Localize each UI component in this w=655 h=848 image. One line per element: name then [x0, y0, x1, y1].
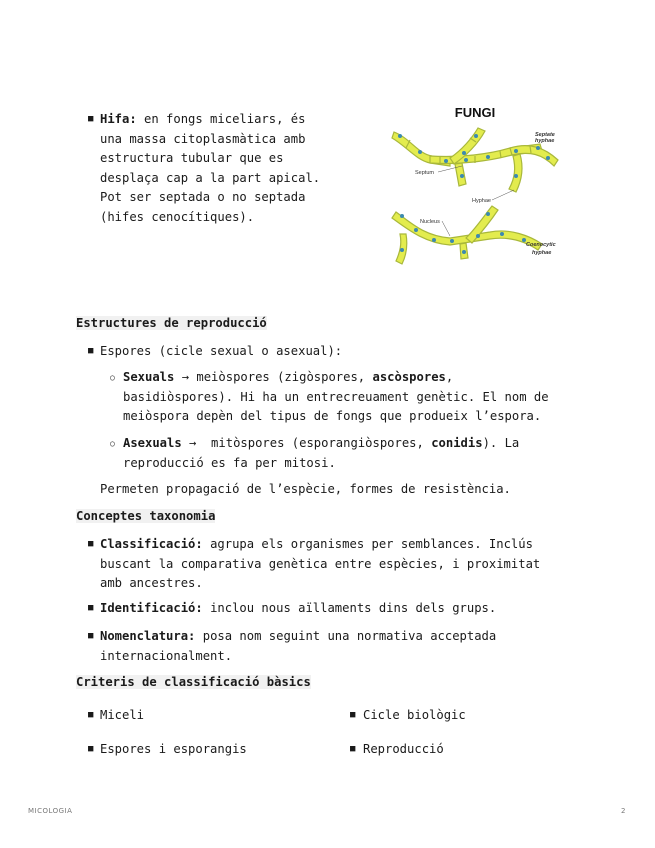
hifa-line-6: (hifes cenocítiques). — [100, 209, 255, 224]
circle-bullet-icon: ○ — [110, 373, 115, 382]
nomenclatura-line-2: internacionalment. — [100, 648, 233, 663]
ascospores-term: ascòspores — [372, 370, 446, 384]
hifa-line-1 — [100, 110, 305, 130]
bullet-icon: ■ — [88, 346, 94, 356]
classificacio-term: Classificació: — [100, 537, 203, 551]
bullet-icon: ■ — [88, 539, 94, 549]
asexuals-line-2: reproducció es fa per mitosi. — [123, 455, 336, 470]
sexuals-line-2: basidiòspores). Hi ha un entrecreuament genètic. El nom de — [123, 389, 549, 404]
espores-item: Espores (cicle sexual o asexual): — [100, 344, 343, 358]
footer-label: MICOLOGIA — [28, 807, 73, 815]
label-septate-2: hyphae — [535, 138, 555, 144]
label-hyphae: Hyphae — [472, 198, 491, 204]
label-nucleus: Nucleus — [420, 219, 440, 225]
hifa-term: Hifa: — [100, 112, 137, 126]
bullet-icon: ■ — [88, 710, 94, 720]
label-septate-1: Septate — [535, 132, 555, 138]
nomenclatura-line-1: Nomenclatura: posa nom seguint una normativa acceptada — [100, 629, 497, 643]
taxonomia-heading: Conceptes taxonomia — [76, 509, 216, 523]
permeten-text: Permeten propagació de l’espècie, formes de resistència. — [100, 482, 511, 496]
label-septum: Septum — [415, 170, 434, 176]
bullet-icon: ■ — [88, 603, 94, 613]
bullet-icon: ■ — [350, 710, 356, 720]
criteri-item: Cicle biològic — [363, 708, 466, 722]
identificacio-line: Identificació: inclou nous aïllaments dins dels grups. — [100, 601, 497, 615]
hifa-line-5: Pot ser septada o no septada — [100, 190, 306, 204]
nomenclatura-term: Nomenclatura: — [100, 629, 196, 643]
criteris-heading: Criteris de classificació bàsics — [76, 675, 311, 689]
fungi-hyphae-illustration — [380, 96, 566, 272]
sexuals-line-1: Sexuals → meiòspores (zigòspores, ascòspores, — [123, 370, 454, 384]
hifa-line-3: estructura tubular que es — [100, 151, 284, 165]
classificacio-line-3: amb ancestres. — [100, 576, 203, 590]
classificacio-line-2: buscant la comparativa genètica entre espècies, i proximitat — [100, 556, 541, 571]
asexuals-term: Asexuals — [123, 436, 182, 450]
bullet-icon: ■ — [88, 631, 94, 641]
hifa-line-4: desplaça cap a la part apical. — [100, 170, 321, 185]
figure-title: FUNGI — [454, 105, 496, 120]
coenocytic-hyphae-drawing — [392, 206, 542, 264]
bullet-icon: ■ — [88, 744, 94, 754]
criteri-item: Reproducció — [363, 742, 444, 756]
hifa-line-2: una massa citoplasmàtica amb — [100, 131, 306, 146]
circle-bullet-icon: ○ — [110, 439, 115, 448]
label-coeno-2: hyphae — [532, 250, 552, 256]
classificacio-line-1: Classificació: agrupa els organismes per semblances. Inclús — [100, 537, 533, 551]
sexuals-line-3: meiòspora depèn del tipus de fongs que produeix l’espora. — [123, 409, 542, 423]
criteri-item: Espores i esporangis — [100, 742, 247, 756]
page-number: 2 — [621, 807, 626, 815]
bullet-icon: ■ — [88, 114, 94, 124]
label-coeno-1: Coenocytic — [526, 242, 556, 248]
hifa-text: en fongs miceliars, és — [136, 112, 306, 126]
identificacio-term: Identificació: — [100, 601, 203, 615]
sexuals-term: Sexuals — [123, 370, 175, 384]
criteri-item: Miceli — [100, 708, 145, 722]
asexuals-line-1: Asexuals → mitòspores (esporangiòspores, conidis). La — [123, 436, 520, 450]
conidis-term: conidis — [431, 436, 483, 450]
reproduccio-heading: Estructures de reproducció — [76, 316, 267, 330]
bullet-icon: ■ — [350, 744, 356, 754]
